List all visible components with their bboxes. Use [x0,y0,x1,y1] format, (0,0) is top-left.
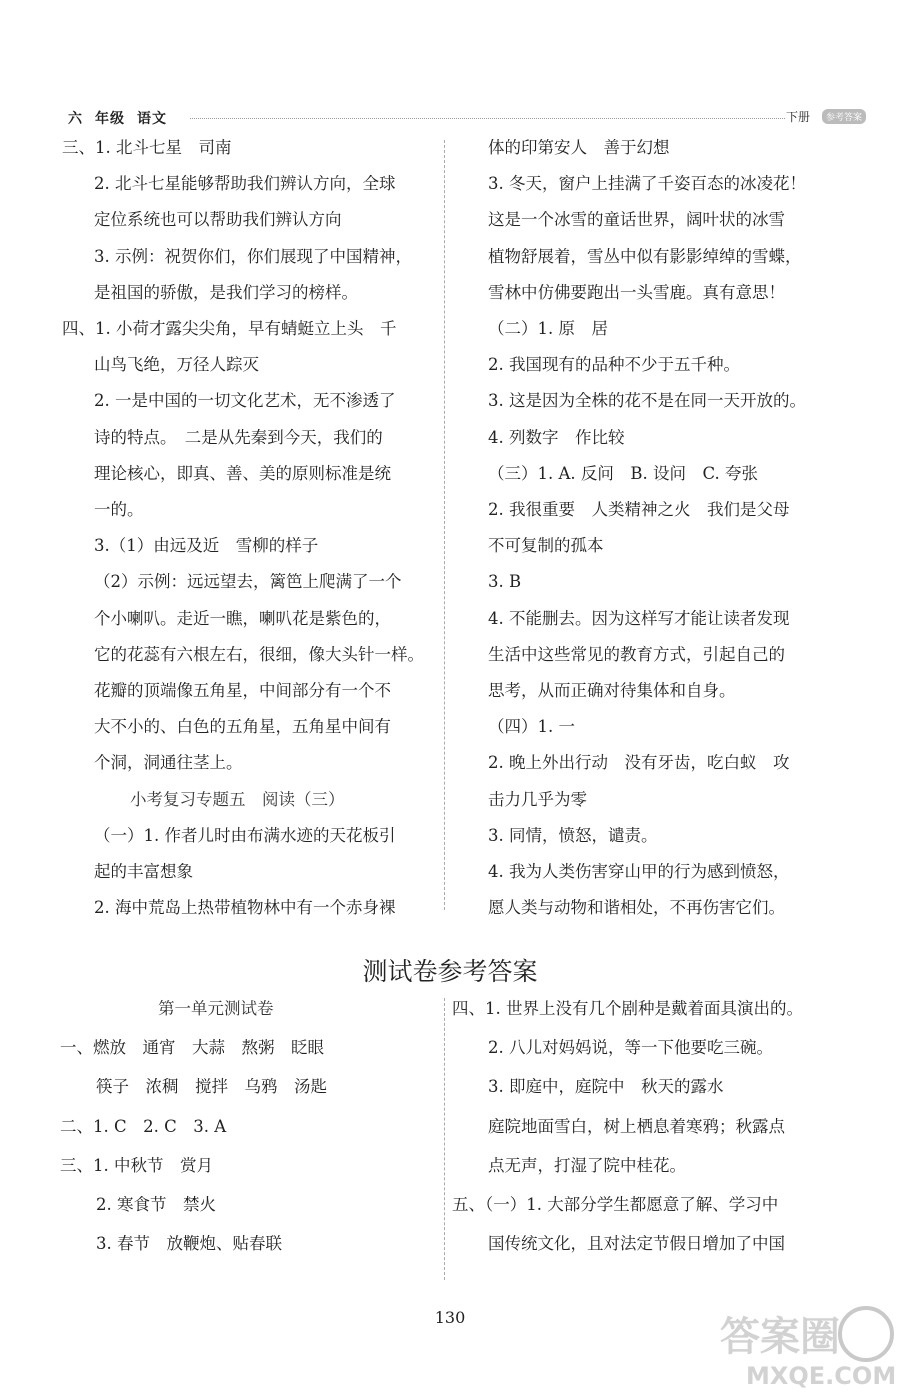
header-grade-subject [68,108,179,128]
text-line: 3. 冬天，窗户上挂满了千姿百态的冰凌花！ [488,174,806,194]
text-line: 2. 一是中国的一切文化艺术，无不渗透了 [94,391,396,411]
text-line: 雪林中仿佛要跑出一头雪鹿。真有意思！ [488,282,785,302]
header-grade: 六 [68,111,83,127]
text-line: 大不小的、白色的五角星，五角星中间有 [94,717,391,737]
column-divider-bottom [444,998,445,1280]
text-line: 2. 寒食节 禁火 [96,1195,216,1214]
text-line: 2. 八儿对妈妈说，等一下他要吃三碗。 [488,1038,773,1058]
section-title: 测试卷参考答案 [362,957,538,986]
text-line: 3. 即庭中，庭院中 秋天的露水 [488,1077,724,1097]
header-rule [190,118,785,119]
text-line: 三、1. 中秋节 赏月 [60,1155,213,1175]
text-line: 二、1. C 2. C 3. A [60,1116,227,1136]
text-line: 3. 示例：祝贺你们，你们展现了中国精神， [94,246,412,266]
text-line: 山鸟飞绝，万径人踪灭 [94,355,259,375]
text-line: 3. 同情，愤怒，谴责。 [488,825,658,845]
text-line: 4. 列数字 作比较 [488,427,625,447]
text-line: （一）1. 作者儿时由布满水迹的天花板引 [94,825,396,845]
header-badge: 参考答案 [822,109,866,124]
watermark-text-top: 答案圈 [720,1314,840,1360]
text-line: 体的印第安人 善于幻想 [488,138,670,157]
text-line: （二）1. 原 居 [488,319,608,338]
text-line: 定位系统也可以帮助我们辨认方向 [94,210,342,230]
column-divider-top [444,140,445,910]
text-line: 一、燃放 通宵 大蒜 熬粥 眨眼 [60,1038,324,1058]
text-line: 3. 这是因为全株的花不是在同一天开放的。 [488,391,806,411]
text-line: （四）1. 一 [488,717,575,737]
text-line: 它的花蕊有六根左右，很细，像大头针一样。 [94,644,424,664]
text-line: 筷子 浓稠 搅拌 乌鸦 汤匙 [96,1077,327,1097]
text-line: 不可复制的孤本 [488,536,604,556]
text-line: 诗的特点。 二是从先秦到今天，我们的 [94,427,383,447]
page-header [0,106,900,132]
text-line: 四、1. 世界上没有几个剧种是戴着面具演出的。 [452,999,803,1018]
text-line: 3. 春节 放鞭炮、贴春联 [96,1234,282,1254]
text-line: 2. 北斗七星能够帮助我们辨认方向，全球 [94,174,396,194]
text-line: 庭院地面雪白，树上栖息着寒鸦；秋露点 [488,1116,785,1136]
header-subject: 语文 [137,111,167,127]
text-line: 4. 我为人类伤害穿山甲的行为感到愤怒， [488,862,790,881]
text-line: 2. 我国现有的品种不少于五千种。 [488,355,740,375]
text-line: 第一单元测试卷 [158,999,274,1018]
text-line: 理论核心，即真、善、美的原则标准是统 [94,463,391,483]
text-line: 愿人类与动物和谐相处，不再伤害它们。 [488,898,785,918]
text-line: 个洞，洞通往茎上。 [94,753,243,773]
text-line: 点无声，打湿了院中桂花。 [488,1155,686,1175]
text-line: 2. 我很重要 人类精神之火 我们是父母 [488,500,790,519]
text-line: 生活中这些常见的教育方式，引起自己的 [488,644,785,664]
text-line: 思考，从而正确对待集体和自身。 [488,681,736,700]
header-volume: 下册 [786,110,811,124]
text-line: 2. 晚上外出行动 没有牙齿，吃白蚁 攻 [488,753,790,773]
text-line: 3. B [488,572,522,592]
text-line: 国传统文化，且对法定节假日增加了中国 [488,1234,785,1254]
watermark-text-bottom: MXQE.COM [746,1362,897,1390]
text-line: 花瓣的顶端像五角星，中间部分有一个不 [94,681,391,700]
text-line: （三）1. A. 反问 B. 设问 C. 夸张 [488,463,759,483]
text-line: （2）示例：远远望去，篱笆上爬满了一个 [94,572,402,592]
text-line: 击力几乎为零 [488,789,587,809]
text-line: 一的。 [94,500,144,519]
text-line: 这是一个冰雪的童话世界，阔叶状的冰雪 [488,210,785,230]
text-line: 是祖国的骄傲，是我们学习的榜样。 [94,282,358,302]
text-line: 小考复习专题五 阅读（三） [130,789,345,809]
page-number: 130 [434,1308,466,1327]
text-line: 个小喇叭。走近一瞧，喇叭花是紫色的， [94,608,391,628]
text-line: 2. 海中荒岛上热带植物林中有一个赤身裸 [94,898,396,918]
text-line: 起的丰富想象 [94,862,193,881]
watermark-logo [716,1302,900,1390]
text-line: 五、（一）1. 大部分学生都愿意了解、学习中 [452,1195,779,1214]
text-line: 四、1. 小荷才露尖尖角，早有蜻蜓立上头 千 [62,319,397,338]
text-line: 植物舒展着，雪丛中似有影影绰绰的雪蝶， [488,246,802,266]
text-line: 三、1. 北斗七星 司南 [62,138,232,157]
text-line: 3.（1）由远及近 雪柳的样子 [94,536,319,556]
header-grade-label: 年级 [95,111,125,127]
text-line: 4. 不能删去。因为这样写才能让读者发现 [488,608,790,628]
